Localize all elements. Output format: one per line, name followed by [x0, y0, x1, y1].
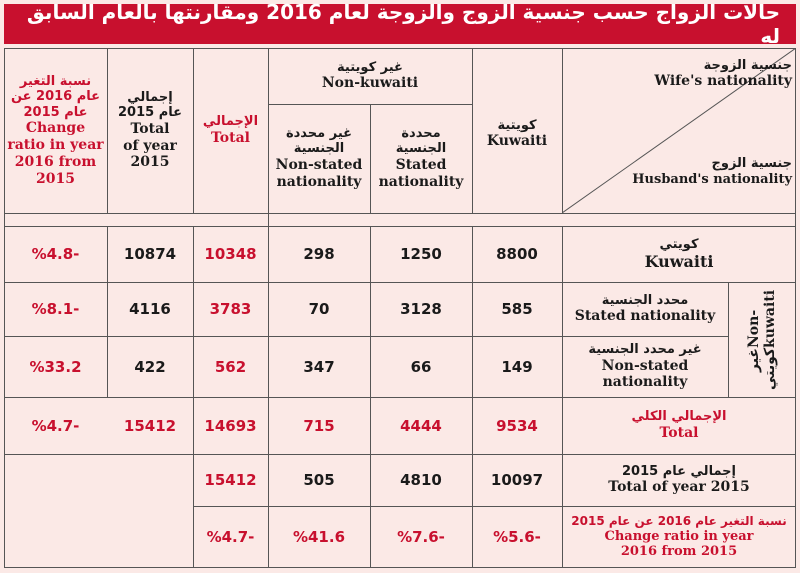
title-text: حالات الزواج حسب جنسية الزوج والزوجة لعام 2016 ومقارنتها بالعام السابق له [26, 0, 780, 48]
cell-change-stated: %7.6- [397, 528, 445, 546]
cell-stated-total: 3783 [209, 300, 252, 318]
cell-nonstated-nonstated: 347 [303, 357, 335, 376]
header-nonstated: غير محددة الجنسية Non-stated nationality [275, 125, 363, 190]
cell-stated-stated: 3128 [400, 300, 442, 318]
header-total2015: إجمالي عام 2015 Total of year 2015 [117, 89, 182, 171]
cell-stated-change: %8.1- [31, 300, 80, 318]
header-change: نسبة التغير عام 2016 عن عام 2015 Change ratio in year 2016 from 2015 [7, 73, 104, 187]
cell-kuwaiti-total: 10348 [204, 245, 257, 263]
cell-nonstated-change: %33.2 [29, 357, 82, 376]
header-kuwaiti: كويتية Kuwaiti [486, 117, 548, 150]
row-label-nonstated: غير محدد الجنسية Non-stated nationality [588, 341, 702, 391]
cell-grand-nonstated: 715 [303, 416, 335, 435]
row-label-grand-total: الإجمالي الكلي Total [631, 409, 727, 441]
cell-grand-stated: 4444 [400, 416, 442, 435]
cell-kuwaiti-nonstated: 298 [303, 245, 335, 263]
cell-grand-kuwaiti: 9534 [496, 416, 538, 435]
cell-change-nonstated: %41.6 [292, 528, 346, 546]
cell-t2015-kuwaiti: 10097 [490, 471, 544, 489]
cell-grand-total2015: 15412 [123, 416, 177, 435]
cell-grand-change: %4.7- [31, 416, 80, 435]
cell-grand-total: 14693 [204, 416, 257, 435]
cell-kuwaiti-change: %4.8- [31, 245, 80, 263]
row-group-nonkuwaiti: غير كويتي Non-kuwaiti [746, 289, 778, 390]
cell-change-kuwaiti: %5.6- [493, 528, 541, 546]
header-husband: جنسية الزوج Husband's nationality [632, 156, 792, 187]
cell-nonstated-kuwaiti: 149 [501, 357, 533, 376]
cell-kuwaiti-kuwaiti: 8800 [496, 245, 538, 263]
cell-stated-kuwaiti: 585 [501, 300, 533, 318]
header-nonkuwaiti: غير كويتية Non-kuwaiti [321, 59, 419, 92]
header-wife: جنسية الزوجة Wife's nationality [654, 57, 792, 90]
cell-nonstated-stated: 66 [410, 357, 432, 376]
cell-t2015-stated: 4810 [400, 471, 442, 489]
header-total: الإجمالي Total [202, 114, 259, 146]
cell-kuwaiti-stated: 1250 [400, 245, 442, 263]
cell-t2015-nonstated: 505 [303, 471, 335, 489]
row-label-kuwaiti: كويتي Kuwaiti [644, 236, 714, 272]
row-label-change: نسبة التغير عام 2016 عن عام 2015 Change ratio in year 2016 from 2015 [571, 514, 787, 560]
cell-stated-total2015: 4116 [129, 300, 171, 318]
cell-kuwaiti-total2015: 10874 [123, 245, 177, 263]
header-stated: محددة الجنسية Stated nationality [378, 125, 464, 190]
cell-t2015-total: 15412 [204, 471, 257, 489]
row-label-total2015: إجمالي عام 2015 Total of year 2015 [608, 463, 750, 496]
cell-stated-nonstated: 70 [308, 300, 330, 318]
cell-nonstated-total2015: 422 [134, 357, 166, 376]
page-title [4, 0, 796, 48]
cell-nonstated-total: 562 [214, 357, 247, 376]
cell-change-total: %4.7- [206, 528, 255, 546]
row-label-stated: محدد الجنسية Stated nationality [574, 292, 716, 325]
